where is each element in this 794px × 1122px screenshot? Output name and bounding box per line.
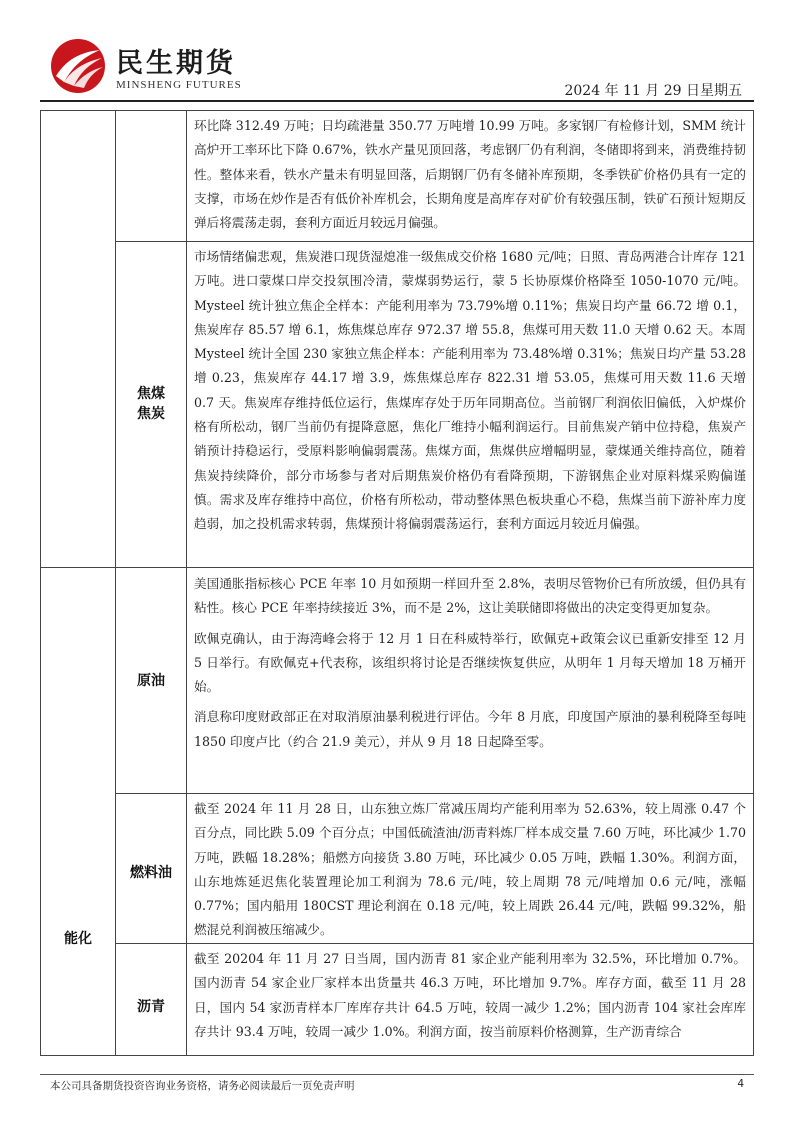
- header-divider: [40, 100, 754, 102]
- row-divider-fuel: [115, 943, 754, 944]
- minsheng-logo-icon: [50, 38, 106, 94]
- table-border-right: [753, 110, 754, 1056]
- crude-paragraph-2: 欧佩克确认，由于海湾峰会将于 12 月 1 日在科威特举行，欧佩克+政策会议已重新安排至 12 月 5 日举行。有欧佩克+代表称，该组织将讨论是否继续恢复供应，从明年 1 月每天增加 18 万桶开始。: [194, 630, 746, 695]
- page-number: 4: [737, 1078, 744, 1090]
- crude-paragraph-3: 消息称印度财政部正在对取消原油暴利税进行评估。今年 8 月底，印度国产原油的暴利税降至每吨 1850 印度卢比（约合 21.9 美元），并从 9 月 18 日起降至零。: [194, 709, 746, 749]
- row-divider-black-section: [40, 567, 754, 568]
- crude-paragraph-1: 美国通胀指标核心 PCE 年率 10 月如预期一样回升至 2.8%，表明尽管物价已有所放缓，但仍具有粘性。核心 PCE 年率持续接近 3%，而不是 2%，这让美联储即将做出的决定变得更加复杂。: [194, 576, 746, 616]
- report-table: [40, 110, 754, 1056]
- table-column-divider-2: [186, 110, 187, 1056]
- report-date: 2024 年 11 月 29 日星期五: [564, 83, 742, 99]
- coal-category-label: [116, 384, 186, 424]
- brand-name-english: MINSHENG FUTURES: [116, 79, 242, 91]
- row-divider-crude: [115, 793, 754, 794]
- asphalt-text: 截至 20204 年 11 月 27 日当周，国内沥青 81 家企业产能利用率为 32.5%，环比增加 0.7%。国内沥青 54 家企业厂家样本出货量共 46.3 万吨，环比增加 9.7%。库存方面，截至 11 月 28 日，国内 54 家沥青样本厂库库存共计 64.5 万吨，较周一减少 1.2%；国内沥青 104 家社会库库存共计 93.4 万吨，较周一减少 1.0%。利润方面，按当前原料价格测算，生产沥青综合: [194, 951, 746, 1039]
- coal-coke-text: 市场情绪偏悲观，焦炭港口现货湿熄准一级焦成交价格 1680 元/吨；日照、青岛两港合计库存 121 万吨。进口蒙煤口岸交投氛围冷清，蒙煤弱势运行，蒙 5 长协原煤价格降至 1050-1070 元/吨。Mysteel 统计独立焦企全样本：产能利用率为 73.79%增 0.11%；焦炭日均产量 66.72 增 0.1，焦炭库存 85.57 增 6.1，炼焦煤总库存 972.37 增 55.8，焦煤可用天数 11.0 天增 0.62 天。本周 Mysteel 统计全国 230 家独立焦企样本：产能利用率为 73.48%增 0.31%；焦炭日均产量 53.28 增 0.23，焦炭库存 44.17 增 3.9，炼焦煤总库存 822.31 增 53.05，焦煤可用天数 11.6 天增 0.7 天。焦炭库存维持低位运行，焦煤库存处于历年同期高位。当前钢厂利润依旧偏低，入炉煤价格有所松动，钢厂当前仍有提降意愿，焦化厂维持小幅利润运行。目前焦炭产销中位持稳，焦炭产销预计持稳运行，受原料影响偏弱震荡。焦煤方面，焦煤供应增幅明显，蒙煤通关维持高位，随着焦炭持续降价，部分市场参与者对后期焦炭价格仍有看降预期，下游钢焦企业对原料煤采购偏谨慎。需求及库存维持中高位，价格有所松动，带动整体黑色板块重心不稳，焦煤当前下游补库力度趋弱，加之投机需求转弱，焦煤预计将偏弱震荡运行，套利方面远月较近月偏强。: [194, 249, 746, 532]
- asphalt-label: 沥青: [137, 999, 165, 1015]
- coking-coal-label: 焦煤: [137, 386, 165, 402]
- table-border-bottom: [40, 1055, 754, 1056]
- footer-divider: [40, 1074, 754, 1075]
- iron-ore-text: 环比降 312.49 万吨；日均疏港量 350.77 万吨增 10.99 万吨。多家钢厂有检修计划，SMM 统计高炉开工率环比下降 0.67%，铁水产量见顶回落，考虑钢厂仍有利润，冬储即将到来，消费维持韧性。整体来看，铁水产量未有明显回落，后期钢厂仍有冬储补库预期，冬季铁矿价格仍具有一定的支撑，市场在炒作是否有低价补库机会，长期角度是高库存对矿价有较强压制，铁矿石预计短期反弹后将震荡走弱，套利方面近月较远月偏强。: [194, 118, 746, 231]
- footer-disclaimer: 本公司具备期货投资咨询业务资格，请务必阅读最后一页免责声明: [50, 1080, 355, 1092]
- crude-oil-text: [194, 572, 746, 760]
- table-column-divider-1: [115, 110, 116, 1056]
- table-border-top: [40, 110, 754, 111]
- table-border-left: [40, 110, 41, 1056]
- energy-chemical-category: 能化: [64, 931, 92, 947]
- crude-oil-label: 原油: [137, 673, 165, 689]
- brand-name: 民生期货: [116, 48, 236, 79]
- row-divider-iron-ore: [115, 241, 754, 242]
- fuel-oil-label: 燃料油: [130, 865, 172, 881]
- fuel-oil-text: 截至 2024 年 11 月 28 日，山东独立炼厂常减压周均产能利用率为 52.63%，较上周涨 0.47 个百分点，同比跌 5.09 个百分点；中国低硫渣油/沥青料炼厂样本成交量 7.60 万吨，环比减少 1.70 万吨，跌幅 18.28%；船燃方向接货 3.80 万吨，环比减少 0.05 万吨，跌幅 1.30%。利润方面，山东地炼延迟焦化装置理论加工利润为 78.6 元/吨，较上周期 78 元/吨增加 0.6 元/吨，涨幅 0.77%；国内船用 180CST 理论利润在 0.18 元/吨，较上周跌 26.44 元/吨，跌幅 99.32%，船燃混兑利润被压缩减少。: [194, 801, 746, 938]
- coke-label: 焦炭: [137, 406, 165, 422]
